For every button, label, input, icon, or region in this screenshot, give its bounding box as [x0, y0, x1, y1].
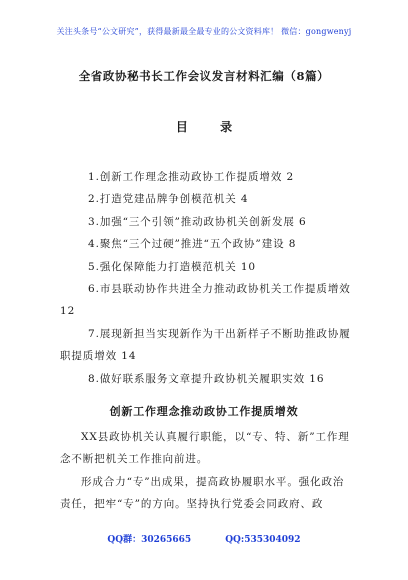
toc-item-text: 8.做好联系服务文章提升政协机关履职实效 16 — [88, 372, 325, 385]
paragraph: 形成合力“专”出成果，提高政协履职水平。强化政治责任，把牢“专”的方向。坚持执行党委会同政府、政 — [60, 475, 345, 511]
toc-item-continuation: 12 — [60, 305, 76, 318]
toc-item[interactable] — [88, 211, 360, 233]
toc-item[interactable] — [88, 256, 360, 278]
toc-item-text: 6.市县联动协作共进全力推动政协机关工作提质增效 — [88, 283, 351, 296]
toc-item-text: 5.强化保障能力打造模范机关 10 — [88, 260, 257, 273]
toc-heading: 目 录 — [175, 120, 247, 134]
toc-item-text: 1.创新工作理念推动政协工作提质增效 2 — [88, 171, 295, 183]
toc-item-text: 3.加强“三个引领”推动政协机关创新发展 6 — [88, 215, 307, 228]
toc-item[interactable] — [88, 188, 360, 210]
toc-item-text: 4.聚焦“三个过硬”推进“五个政协”建设 8 — [88, 238, 297, 251]
document-title: 全省政协秘书长工作会议发言材料汇编（8篇） — [78, 69, 330, 83]
section-title: 创新工作理念推动政协工作提质增效 — [109, 405, 299, 418]
qq-number-text: QQ:535304092 — [225, 535, 301, 545]
toc-item[interactable] — [88, 233, 360, 255]
paragraph: XX县政协机关认真履行职能，以“专、特、新”工作理念不断把机关工作推向前进。 — [60, 431, 350, 466]
toc-item[interactable] — [60, 323, 360, 368]
qq-group-text: QQ群：30265665 — [107, 535, 192, 545]
toc-item-text: 2.打造党建品牌争创模范机关 4 — [88, 193, 249, 206]
header-promo-banner: 关注头条号“公文研究”，获得最新最全最专业的公文资料库！ 微信：gongwenyj — [56, 27, 352, 36]
toc-item-continuation: 职提质增效 14 — [60, 350, 137, 363]
body-text — [60, 426, 350, 516]
toc-item-text: 7.展现新担当实现新作为干出新样子不断助推政协履 — [88, 327, 351, 340]
toc-item[interactable] — [88, 166, 360, 188]
footer-contact-banner — [0, 532, 408, 545]
toc-item[interactable] — [88, 368, 360, 390]
toc-item[interactable] — [60, 278, 360, 323]
table-of-contents — [60, 166, 360, 390]
